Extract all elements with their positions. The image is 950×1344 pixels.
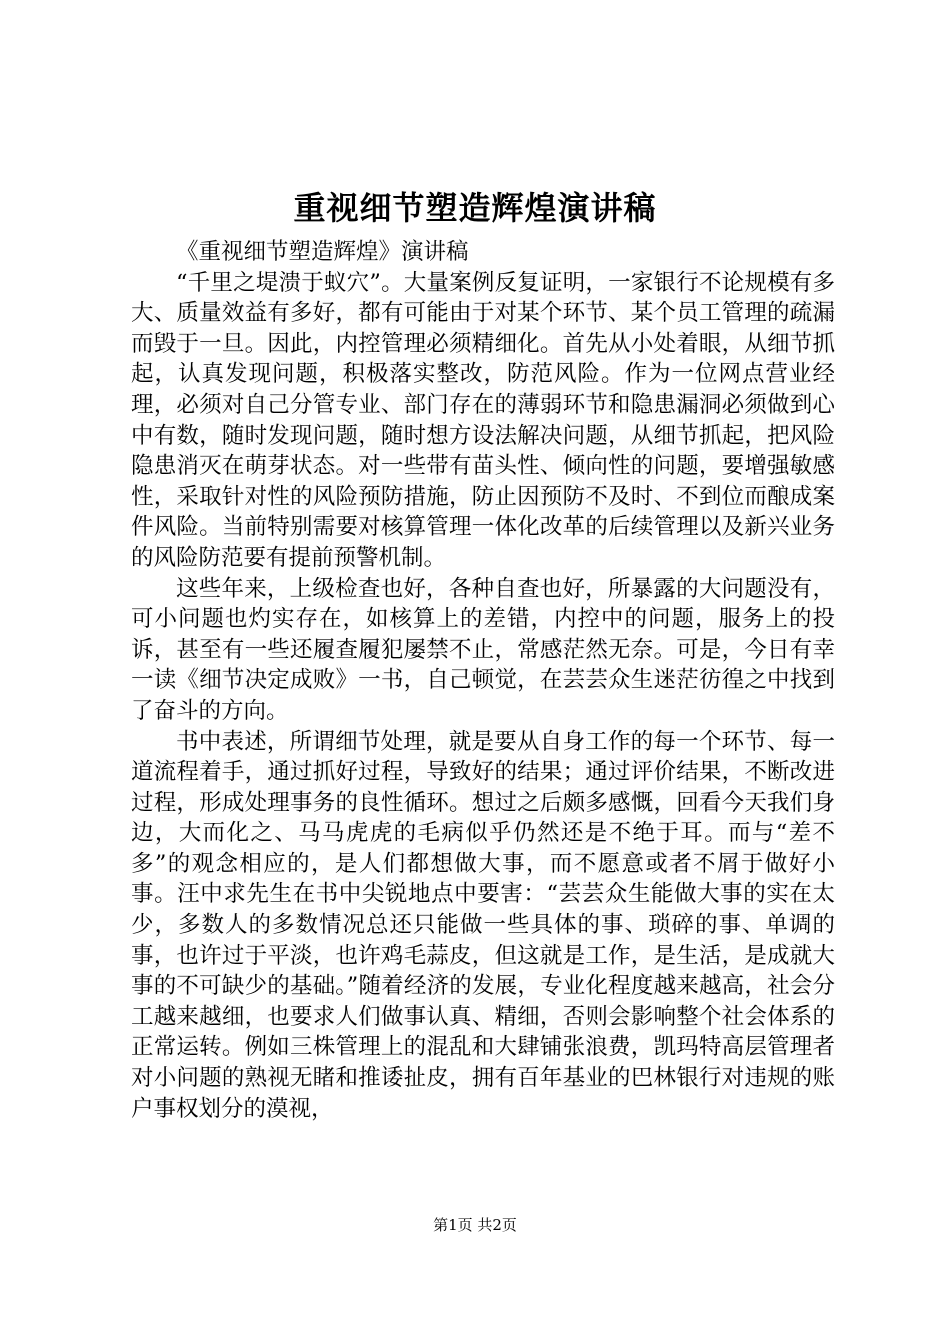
paragraph: 书中表述，所谓细节处理，就是要从自身工作的每一个环节、每一道流程着手，通过抓好过程，导致好的结果；通过评价结果，不断改进过程，形成处理事务的良性循环。想过之后颇多感慨，回看今天我们身边，大而化之、马马虎虎的毛病似乎仍然还是不绝于耳。而与“差不多”的观念相应的，是人们都想做大事，而不愿意或者不屑于做好小事。汪中求先生在书中尖锐地点中要害：“芸芸众生能做大事的实在太少，多数人的多数情况总还只能做一些具体的事、琐碎的事、单调的事，也许过于平淡，也许鸡毛蒜皮，但这就是工作，是生活，是成就大事的不可缺少的基础。”随着经济的发展，专业化程度越来越高，社会分工越来越细，也要求人们做事认真、精细，否则会影响整个社会体系的正常运转。例如三株管理上的混乱和大肆铺张浪费，凯玛特高层管理者对小问题的熟视无睹和推诿扯皮，拥有百年基业的巴林银行对违规的账户事权划分的漠视， <box>131 728 835 1122</box>
document-body <box>131 237 835 1124</box>
document-title: 重视细节塑造辉煌演讲稿 <box>293 189 657 227</box>
paragraph: “千里之堤溃于蚁穴”。大量案例反复证明，一家银行不论规模有多大、质量效益有多好，都有可能由于对某个环节、某个员工管理的疏漏而毁于一旦。因此，内控管理必须精细化。首先从小处着眼，从细节抓起，认真发现问题，积极落实整改，防范风险。作为一位网点营业经理，必须对自己分管专业、部门存在的薄弱环节和隐患漏洞必须做到心中有数，随时发现问题，随时想方设法解决问题，从细节抓起，把风险隐患消灭在萌芽状态。对一些带有苗头性、倾向性的问题，要增强敏感性，采取针对性的风险预防措施，防止因预防不及时、不到位而酿成案件风险。当前特别需要对核算管理一体化改革的后续管理以及新兴业务的风险防范要有提前预警机制。 <box>131 269 835 571</box>
paragraph-subtitle: 《重视细节塑造辉煌》演讲稿 <box>176 239 469 265</box>
page-number-footer: 第1页 共2页 <box>433 1216 517 1234</box>
paragraph: 这些年来，上级检查也好，各种自查也好，所暴露的大问题没有，可小问题也灼实存在，如核算上的差错，内控中的问题，服务上的投诉，甚至有一些还履查履犯屡禁不止，常感茫然无奈。可是，今日有幸一读《细节决定成败》一书，自己顿觉，在芸芸众生迷茫彷徨之中找到了奋斗的方向。 <box>131 575 835 724</box>
